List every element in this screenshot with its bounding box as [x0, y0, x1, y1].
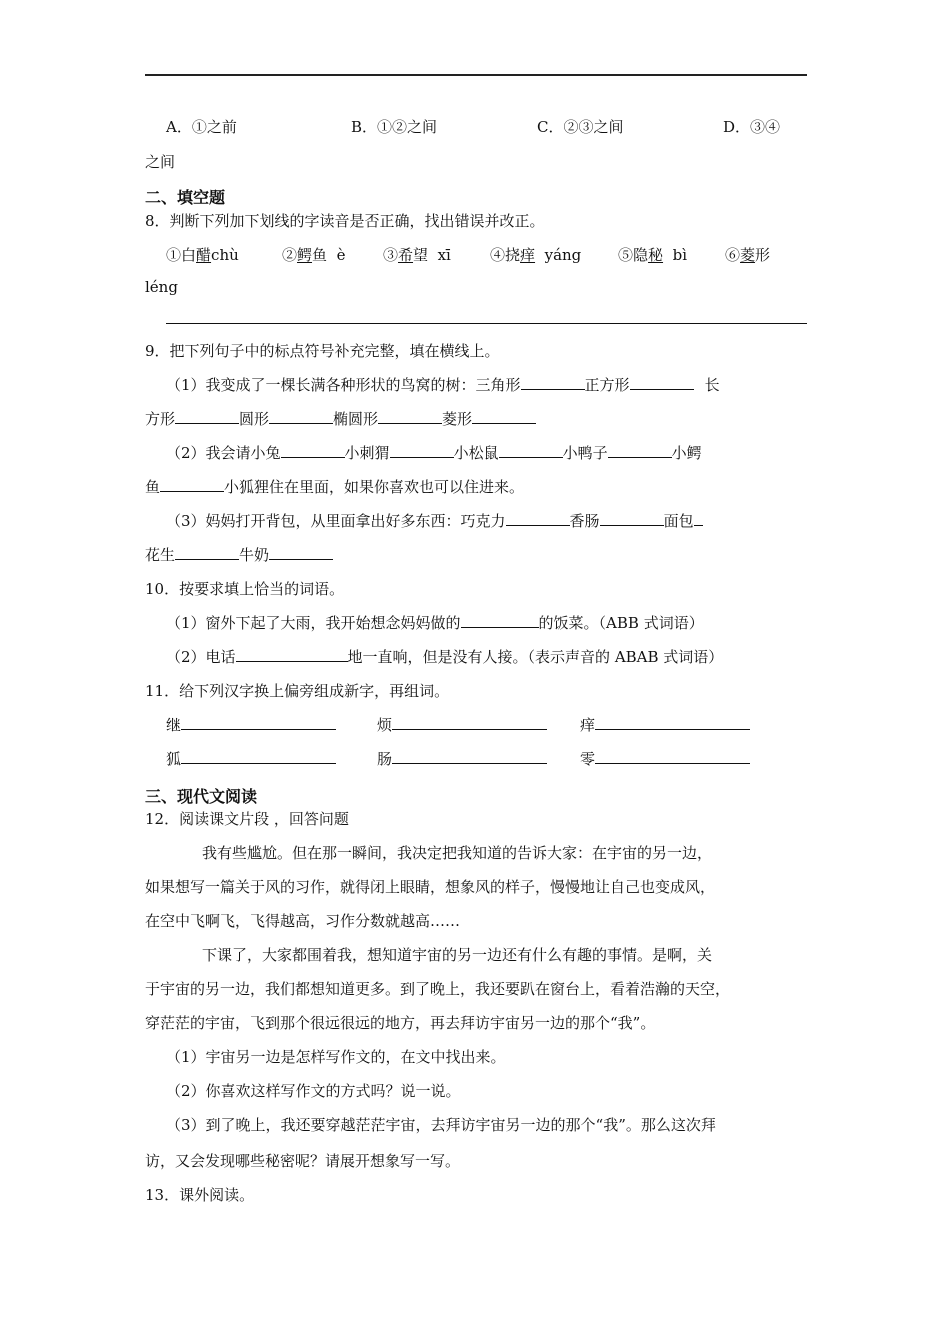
q9-part1-line1: （1）我变成了一棵长满各种形状的鸟窝的树：三角形 正方形 长 [166, 376, 720, 394]
passage-line: 我有些尴尬。但在那一瞬间，我决定把我知道的告诉大家：在宇宙的另一边， [202, 844, 713, 862]
q8-item-5: ⑤隐秘 bì [618, 246, 687, 264]
blank[interactable] [175, 408, 239, 424]
blank[interactable] [390, 442, 454, 458]
blank[interactable] [175, 544, 239, 560]
section-title-fill-in: 二、填空题 [145, 188, 226, 207]
blank[interactable] [181, 748, 336, 764]
q12-sub1: （1）宇宙另一边是怎样写作文的，在文中找出来。 [166, 1048, 506, 1066]
q11-item: 继 [166, 714, 336, 735]
option-d: D．③④ [723, 118, 781, 136]
blank[interactable] [472, 408, 536, 424]
q11-item: 痒 [580, 714, 750, 735]
blank[interactable] [281, 442, 345, 458]
section-title-reading: 三、现代文阅读 [145, 787, 258, 806]
passage-line: 在空中飞啊飞，飞得越高，习作分数就越高…… [145, 912, 461, 930]
q9-part3-line1: （3）妈妈打开背包，从里面拿出好多东西：巧克力 香肠 面包 [166, 510, 703, 531]
q10-part2: （2）电话 地一直响，但是没有人接。（表示声音的 ABAB 式词语） [166, 648, 724, 666]
q11-item: 肠 [377, 748, 547, 769]
q8-item-3: ③希望 xī [383, 246, 451, 264]
q9-part1-line2: 方形 圆形 椭圆形 菱形 [145, 408, 536, 429]
blank[interactable] [269, 544, 333, 560]
passage-line: 如果想写一篇关于风的习作，就得闭上眼睛，想象风的样子，慢慢地让自己也变成风， [145, 878, 716, 896]
blank[interactable] [499, 442, 563, 458]
blank[interactable] [630, 374, 694, 390]
option-a: A．①之前 [166, 118, 237, 136]
q9-part2-line2: 鱼 小狐狸住在里面，如果你喜欢也可以住进来。 [145, 478, 525, 496]
blank[interactable] [392, 748, 547, 764]
q10-part1: （1）窗外下起了大雨，我开始想念妈妈做的 的饭菜。（ABB 式词语） [166, 614, 704, 632]
blank[interactable] [269, 408, 333, 424]
q8-item-6-pinyin: léng [145, 278, 178, 296]
blank[interactable] [600, 510, 664, 526]
passage-line: 穿茫茫的宇宙，飞到那个很远很远的地方，再去拜访宇宙另一边的那个“我”。 [145, 1014, 656, 1032]
blank[interactable] [461, 612, 539, 628]
q13-stem: 13．课外阅读。 [145, 1186, 255, 1204]
blank[interactable] [595, 748, 750, 764]
blank[interactable] [181, 714, 336, 730]
q9-part2-line1: （2）我会请小兔 小刺猬 小松鼠 小鸭子 小鳄 [166, 444, 702, 462]
blank[interactable] [595, 714, 750, 730]
q12-sub2: （2）你喜欢这样写作文的方式吗？说一说。 [166, 1082, 461, 1100]
blank[interactable] [694, 510, 703, 526]
option-b: B．①②之间 [351, 118, 438, 136]
blank[interactable] [608, 442, 672, 458]
blank[interactable] [506, 510, 570, 526]
q11-stem: 11．给下列汉字换上偏旁组成新字，再组词。 [145, 682, 450, 700]
option-d-continued: 之间 [145, 153, 176, 171]
q8-item-1: ①白醋chù [166, 246, 239, 264]
blank[interactable] [392, 714, 547, 730]
q9-part3-line2: 花生 牛奶 [145, 544, 333, 565]
blank[interactable] [160, 476, 224, 492]
q11-item: 狐 [166, 748, 336, 769]
q10-stem: 10．按要求填上恰当的词语。 [145, 580, 345, 598]
q8-answer-line[interactable] [166, 323, 807, 324]
q8-item-4: ④挠痒 yáng [490, 246, 582, 264]
blank[interactable] [521, 374, 585, 390]
q11-item: 零 [580, 748, 750, 769]
blank[interactable] [236, 646, 348, 662]
q11-item: 烦 [377, 714, 547, 735]
q12-sub3-line1: （3）到了晚上，我还要穿越茫茫宇宙，去拜访宇宙另一边的那个“我”。那么这次拜 [166, 1116, 716, 1134]
q8-item-2: ②鳄鱼 è [282, 246, 346, 264]
q8-stem: 8．判断下列加下划线的字读音是否正确，找出错误并改正。 [145, 212, 545, 230]
passage-line: 下课了，大家都围着我，想知道宇宙的另一边还有什么有趣的事情。是啊，关 [202, 946, 713, 964]
q12-stem: 12．阅读课文片段 ，回答问题 [145, 810, 349, 828]
blank[interactable] [378, 408, 442, 424]
q8-item-6: ⑥菱形 [725, 246, 771, 264]
q12-sub3-line2: 访，又会发现哪些秘密呢？请展开想象写一写。 [145, 1152, 461, 1170]
option-c: C．②③之间 [537, 118, 624, 136]
passage-line: 于宇宙的另一边，我们都想知道更多。到了晚上，我还要趴在窗台上，看着浩瀚的天空， [145, 980, 731, 998]
q9-stem: 9．把下列句子中的标点符号补充完整，填在横线上。 [145, 342, 500, 360]
header-rule [145, 74, 807, 76]
